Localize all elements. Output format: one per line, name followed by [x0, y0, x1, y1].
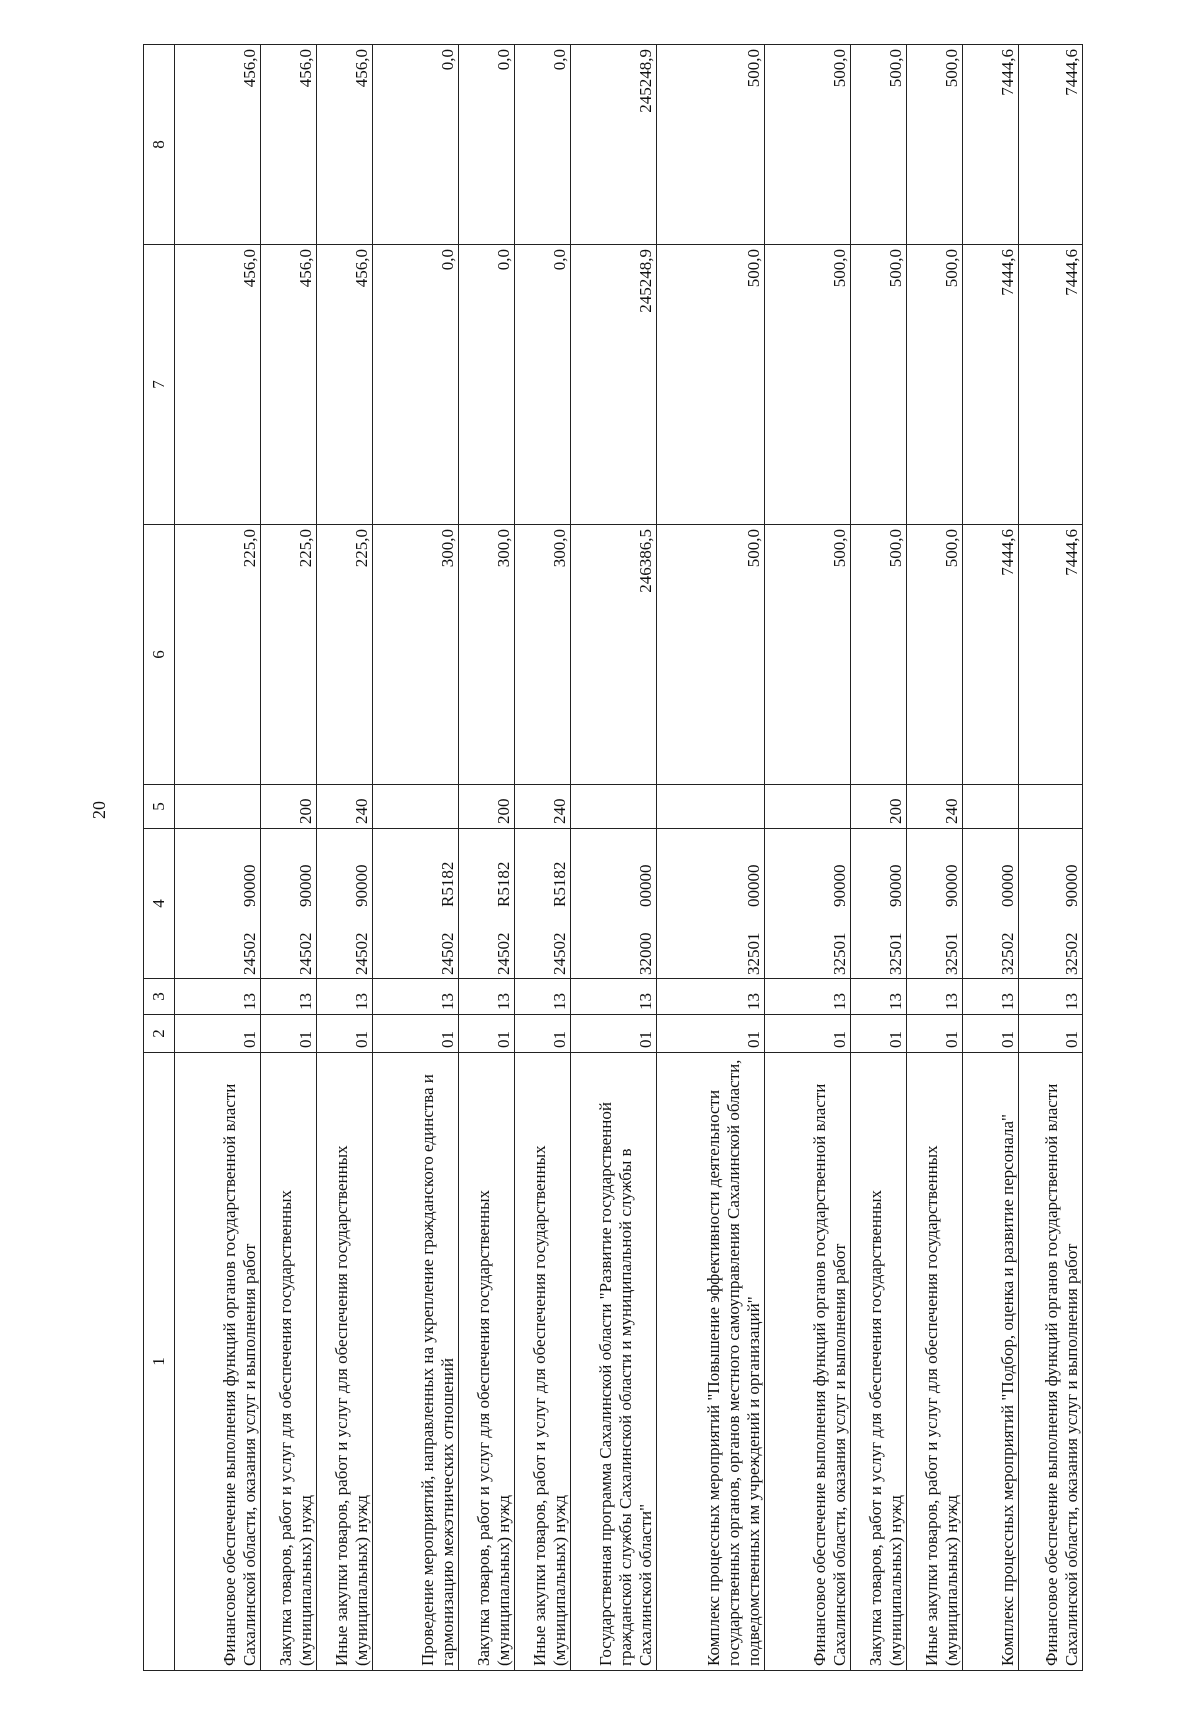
row-amount-col6-cell: 7444,6 [963, 525, 1019, 785]
target-article-program-code: 24502 [438, 932, 457, 975]
table-row [317, 45, 373, 1671]
row-amount-col7-cell: 0,0 [373, 245, 459, 525]
target-article-direction-code: 00000 [636, 864, 655, 907]
row-amount-col7-cell: 0,0 [459, 245, 515, 525]
row-target-article-cell [373, 829, 459, 979]
row-amount-col7-cell: 500,0 [657, 245, 765, 525]
row-target-article-cell [459, 829, 515, 979]
row-section-cell: 01 [515, 1015, 571, 1053]
row-subsection-cell: 13 [175, 979, 261, 1015]
row-amount-col6-cell: 500,0 [851, 525, 907, 785]
row-name-cell: Закупка товаров, работ и услуг для обеспечения государственных (муниципальных) нужд [459, 1053, 515, 1671]
table-row [175, 45, 261, 1671]
row-subsection-cell: 13 [515, 979, 571, 1015]
target-article-program-code: 32501 [830, 932, 849, 975]
row-section-cell: 01 [317, 1015, 373, 1053]
row-section-cell: 01 [907, 1015, 963, 1053]
row-amount-col8-cell: 456,0 [175, 45, 261, 245]
row-name-cell: Закупка товаров, работ и услуг для обеспечения государственных (муниципальных) нужд [851, 1053, 907, 1671]
row-amount-col6-cell: 225,0 [317, 525, 373, 785]
row-amount-col7-cell: 456,0 [261, 245, 317, 525]
row-amount-col8-cell: 0,0 [373, 45, 459, 245]
row-amount-col7-cell: 7444,6 [963, 245, 1019, 525]
target-article-direction-code: R5182 [438, 861, 457, 907]
table-row [765, 45, 851, 1671]
row-section-cell: 01 [459, 1015, 515, 1053]
row-expense-type-cell [765, 785, 851, 829]
row-expense-type-cell [657, 785, 765, 829]
row-name-cell: Проведение мероприятий, направленных на укрепление гражданского единства и гармонизацию межэтнических отношений [373, 1053, 459, 1671]
row-expense-type-cell [963, 785, 1019, 829]
target-article-direction-code: 90000 [240, 864, 259, 907]
row-amount-col6-cell: 300,0 [515, 525, 571, 785]
row-expense-type-cell: 200 [459, 785, 515, 829]
row-subsection-cell: 13 [459, 979, 515, 1015]
row-name-cell: Государственная программа Сахалинской области "Развитие государственной гражданской службы Сахалинской области и муниципальной службы в Сахалинской области" [571, 1053, 657, 1671]
row-expense-type-cell: 240 [317, 785, 373, 829]
target-article-direction-code: 90000 [1062, 864, 1081, 907]
row-expense-type-cell [1019, 785, 1083, 829]
target-article-program-code: 32502 [1062, 932, 1081, 975]
target-article-program-code: 32000 [636, 932, 655, 975]
header-col-8: 8 [144, 45, 175, 245]
row-amount-col6-cell: 500,0 [765, 525, 851, 785]
row-subsection-cell: 13 [1019, 979, 1083, 1015]
row-section-cell: 01 [851, 1015, 907, 1053]
row-subsection-cell: 13 [317, 979, 373, 1015]
row-amount-col8-cell: 500,0 [907, 45, 963, 245]
target-article-program-code: 32501 [942, 932, 961, 975]
row-amount-col6-cell: 7444,6 [1019, 525, 1083, 785]
row-amount-col8-cell: 500,0 [851, 45, 907, 245]
target-article-direction-code: R5182 [494, 861, 513, 907]
row-section-cell: 01 [1019, 1015, 1083, 1053]
row-amount-col7-cell: 245248,9 [571, 245, 657, 525]
table-row [851, 45, 907, 1671]
row-amount-col8-cell: 500,0 [765, 45, 851, 245]
header-col-1: 1 [144, 1053, 175, 1671]
budget-table-rotated [143, 45, 1081, 1671]
row-amount-col7-cell: 500,0 [765, 245, 851, 525]
row-target-article-cell [851, 829, 907, 979]
row-amount-col7-cell: 0,0 [515, 245, 571, 525]
target-article-program-code: 24502 [296, 932, 315, 975]
row-name-cell: Комплекс процессных мероприятий "Повышение эффективности деятельности государственных органов, органов местного самоуправления Сахалинской области, подведомственных им учреждений и организаций" [657, 1053, 765, 1671]
header-row [144, 45, 175, 1671]
row-expense-type-cell [175, 785, 261, 829]
row-section-cell: 01 [571, 1015, 657, 1053]
page-number: 20 [89, 801, 109, 819]
row-amount-col8-cell: 0,0 [515, 45, 571, 245]
row-amount-col6-cell: 500,0 [907, 525, 963, 785]
table-row [907, 45, 963, 1671]
row-target-article-cell [765, 829, 851, 979]
table-row [571, 45, 657, 1671]
row-amount-col8-cell: 456,0 [261, 45, 317, 245]
row-expense-type-cell: 200 [261, 785, 317, 829]
row-subsection-cell: 13 [851, 979, 907, 1015]
target-article-program-code: 32501 [886, 932, 905, 975]
row-amount-col6-cell: 225,0 [175, 525, 261, 785]
target-article-direction-code: 00000 [744, 864, 763, 907]
row-amount-col8-cell: 7444,6 [963, 45, 1019, 245]
row-target-article-cell [963, 829, 1019, 979]
row-name-cell: Финансовое обеспечение выполнения функций органов государственной власти Сахалинской области, оказания услуг и выполнения работ [1019, 1053, 1083, 1671]
row-section-cell: 01 [373, 1015, 459, 1053]
target-article-program-code: 32501 [744, 932, 763, 975]
row-amount-col6-cell: 500,0 [657, 525, 765, 785]
row-subsection-cell: 13 [261, 979, 317, 1015]
target-article-direction-code: R5182 [550, 861, 569, 907]
row-target-article-cell [571, 829, 657, 979]
target-article-direction-code: 90000 [942, 864, 961, 907]
row-target-article-cell [907, 829, 963, 979]
table-row [373, 45, 459, 1671]
target-article-program-code: 32502 [998, 932, 1017, 975]
budget-table [143, 44, 1083, 1671]
row-target-article-cell [317, 829, 373, 979]
table-row [657, 45, 765, 1671]
row-subsection-cell: 13 [765, 979, 851, 1015]
table-body [175, 45, 1083, 1671]
header-col-4: 4 [144, 829, 175, 979]
row-amount-col7-cell: 456,0 [317, 245, 373, 525]
row-name-cell: Иные закупки товаров, работ и услуг для обеспечения государственных (муниципальных) нужд [317, 1053, 373, 1671]
target-article-direction-code: 00000 [998, 864, 1017, 907]
row-target-article-cell [261, 829, 317, 979]
header-col-5: 5 [144, 785, 175, 829]
target-article-program-code: 24502 [494, 932, 513, 975]
row-amount-col7-cell: 7444,6 [1019, 245, 1083, 525]
row-section-cell: 01 [657, 1015, 765, 1053]
row-expense-type-cell: 240 [515, 785, 571, 829]
row-subsection-cell: 13 [657, 979, 765, 1015]
row-amount-col6-cell: 300,0 [459, 525, 515, 785]
row-subsection-cell: 13 [907, 979, 963, 1015]
row-amount-col8-cell: 0,0 [459, 45, 515, 245]
row-expense-type-cell: 240 [907, 785, 963, 829]
table-row [261, 45, 317, 1671]
target-article-program-code: 24502 [240, 932, 259, 975]
row-section-cell: 01 [261, 1015, 317, 1053]
row-amount-col8-cell: 7444,6 [1019, 45, 1083, 245]
row-amount-col8-cell: 245248,9 [571, 45, 657, 245]
target-article-direction-code: 90000 [830, 864, 849, 907]
target-article-program-code: 24502 [352, 932, 371, 975]
row-amount-col6-cell: 225,0 [261, 525, 317, 785]
row-section-cell: 01 [765, 1015, 851, 1053]
row-amount-col7-cell: 500,0 [851, 245, 907, 525]
row-expense-type-cell [373, 785, 459, 829]
table-row [963, 45, 1019, 1671]
table-row [459, 45, 515, 1671]
row-subsection-cell: 13 [373, 979, 459, 1015]
row-name-cell: Комплекс процессных мероприятий "Подбор, оценка и развитие персонала" [963, 1053, 1019, 1671]
row-section-cell: 01 [963, 1015, 1019, 1053]
row-subsection-cell: 13 [571, 979, 657, 1015]
row-amount-col6-cell: 246386,5 [571, 525, 657, 785]
header-col-3: 3 [144, 979, 175, 1015]
target-article-direction-code: 90000 [886, 864, 905, 907]
row-amount-col8-cell: 456,0 [317, 45, 373, 245]
row-name-cell: Закупка товаров, работ и услуг для обеспечения государственных (муниципальных) нужд [261, 1053, 317, 1671]
table-row [1019, 45, 1083, 1671]
row-expense-type-cell [571, 785, 657, 829]
row-target-article-cell [515, 829, 571, 979]
header-col-2: 2 [144, 1015, 175, 1053]
row-amount-col7-cell: 456,0 [175, 245, 261, 525]
row-target-article-cell [175, 829, 261, 979]
header-col-6: 6 [144, 525, 175, 785]
row-name-cell: Финансовое обеспечение выполнения функций органов государственной власти Сахалинской области, оказания услуг и выполнения работ [765, 1053, 851, 1671]
target-article-direction-code: 90000 [352, 864, 371, 907]
row-name-cell: Иные закупки товаров, работ и услуг для обеспечения государственных (муниципальных) нужд [515, 1053, 571, 1671]
row-amount-col8-cell: 500,0 [657, 45, 765, 245]
row-target-article-cell [657, 829, 765, 979]
row-expense-type-cell: 200 [851, 785, 907, 829]
row-section-cell: 01 [175, 1015, 261, 1053]
target-article-direction-code: 90000 [296, 864, 315, 907]
row-name-cell: Финансовое обеспечение выполнения функций органов государственной власти Сахалинской области, оказания услуг и выполнения работ [175, 1053, 261, 1671]
header-col-7: 7 [144, 245, 175, 525]
row-name-cell: Иные закупки товаров, работ и услуг для обеспечения государственных (муниципальных) нужд [907, 1053, 963, 1671]
row-amount-col6-cell: 300,0 [373, 525, 459, 785]
row-subsection-cell: 13 [963, 979, 1019, 1015]
table-row [515, 45, 571, 1671]
row-target-article-cell [1019, 829, 1083, 979]
target-article-program-code: 24502 [550, 932, 569, 975]
row-amount-col7-cell: 500,0 [907, 245, 963, 525]
